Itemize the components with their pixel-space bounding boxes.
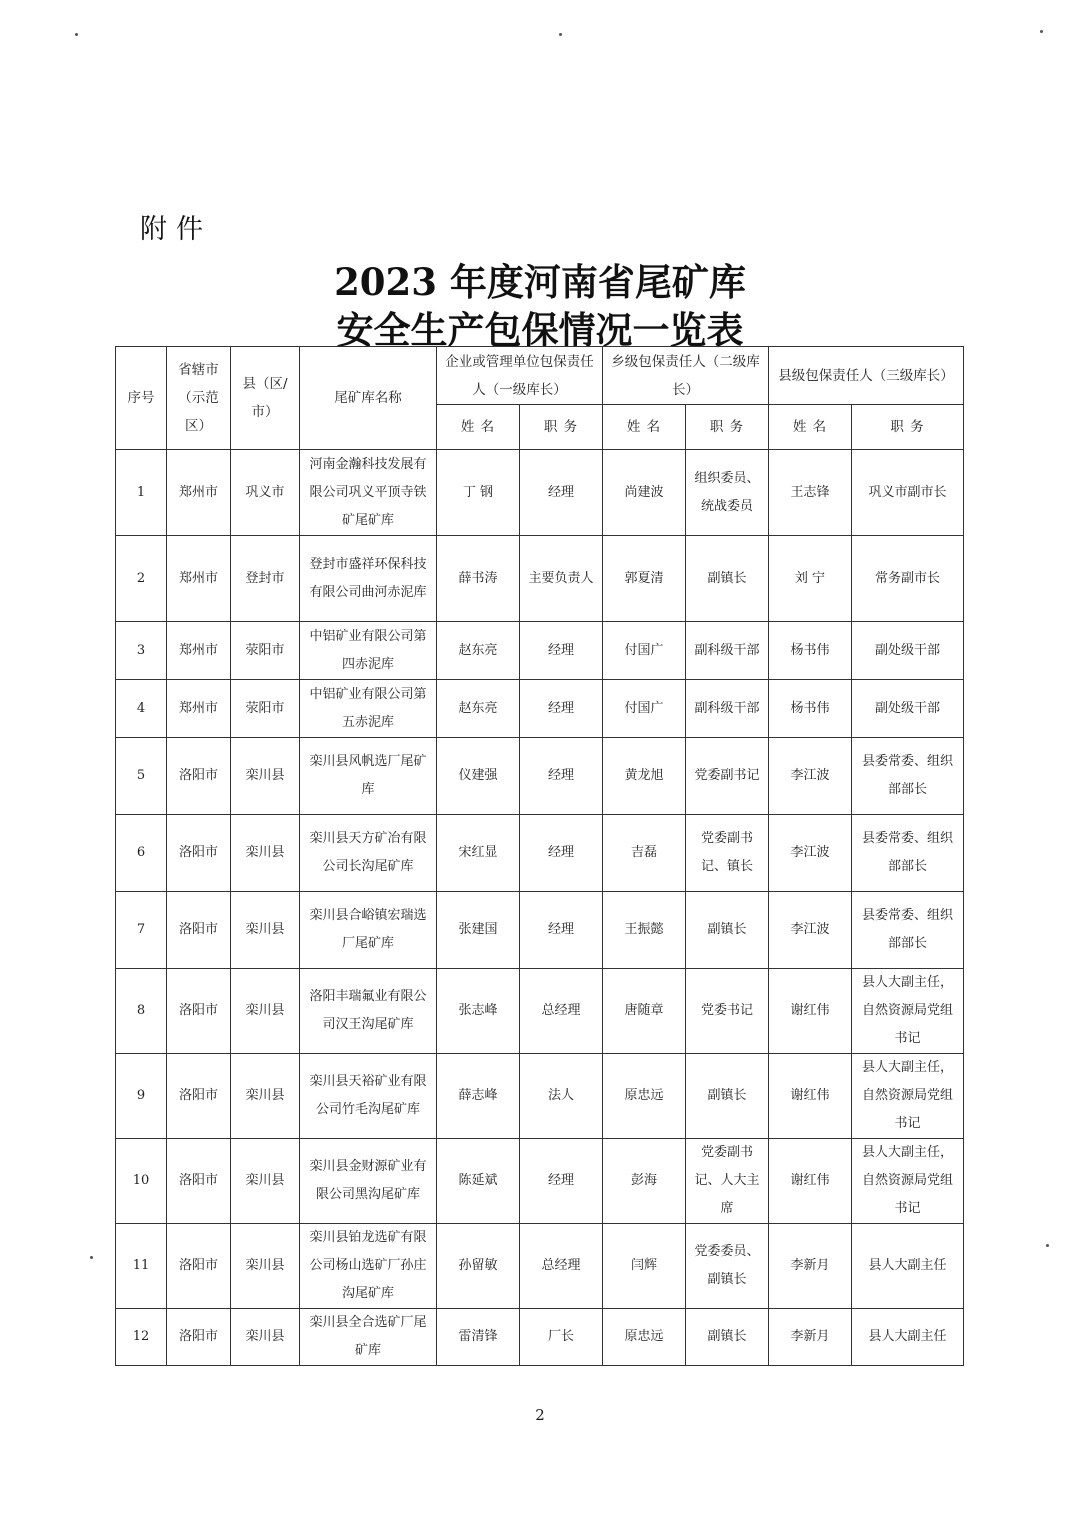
cell-dam-name: 河南金瀚科技发展有限公司巩义平顶寺铁矿尾矿库 (300, 450, 437, 536)
cell-seq: 10 (116, 1139, 167, 1224)
cell-l2-name: 王振懿 (603, 892, 686, 969)
table-row (116, 1054, 964, 1139)
cell-city: 洛阳市 (167, 815, 231, 892)
table-row (116, 680, 964, 738)
header-level3: 县级包保责任人（三级库长） (769, 347, 964, 405)
cell-dam-name: 栾川县金财源矿业有限公司黑沟尾矿库 (300, 1139, 437, 1224)
cell-dam-name: 中铝矿业有限公司第四赤泥库 (300, 622, 437, 680)
cell-l1-name: 陈延斌 (437, 1139, 520, 1224)
table-row (116, 969, 964, 1054)
cell-county: 荥阳市 (231, 622, 300, 680)
cell-dam-name: 栾川县风帆选厂尾矿库 (300, 738, 437, 815)
cell-l1-name: 张志峰 (437, 969, 520, 1054)
header-seq: 序号 (116, 347, 167, 450)
cell-l1-position: 经理 (520, 815, 603, 892)
cell-l3-name: 杨书伟 (769, 622, 852, 680)
cell-l2-position: 副镇长 (686, 892, 769, 969)
cell-l3-position: 县人大副主任 (852, 1309, 964, 1366)
cell-seq: 1 (116, 450, 167, 536)
cell-l3-name: 谢红伟 (769, 1054, 852, 1139)
cell-l2-name: 彭海 (603, 1139, 686, 1224)
cell-l3-name: 李新月 (769, 1224, 852, 1309)
cell-l3-name: 李江波 (769, 738, 852, 815)
cell-l2-position: 副镇长 (686, 1054, 769, 1139)
attachment-label: 附件 (140, 214, 212, 245)
cell-l2-position: 党委副书记、人大主席 (686, 1139, 769, 1224)
cell-dam-name: 洛阳丰瑞氟业有限公司汉王沟尾矿库 (300, 969, 437, 1054)
cell-l2-name: 付国广 (603, 622, 686, 680)
cell-l1-position: 经理 (520, 738, 603, 815)
cell-l3-name: 谢红伟 (769, 1139, 852, 1224)
cell-l3-name: 李江波 (769, 815, 852, 892)
document-title-line2: 安全生产包保情况一览表 (336, 308, 744, 352)
cell-dam-name: 登封市盛祥环保科技有限公司曲河赤泥库 (300, 536, 437, 622)
cell-l3-position: 县人大副主任，自然资源局党组书记 (852, 969, 964, 1054)
cell-seq: 12 (116, 1309, 167, 1366)
cell-l2-name: 原忠远 (603, 1054, 686, 1139)
cell-dam-name: 栾川县天裕矿业有限公司竹毛沟尾矿库 (300, 1054, 437, 1139)
cell-l3-name: 李新月 (769, 1309, 852, 1366)
page-number: 2 (535, 1406, 545, 1424)
cell-l2-name: 吉磊 (603, 815, 686, 892)
cell-l3-position: 县委常委、组织部部长 (852, 892, 964, 969)
cell-l1-position: 总经理 (520, 969, 603, 1054)
cell-seq: 11 (116, 1224, 167, 1309)
scan-speck (1046, 1244, 1049, 1247)
cell-seq: 5 (116, 738, 167, 815)
table-row (116, 1139, 964, 1224)
cell-l2-position: 副镇长 (686, 536, 769, 622)
table-row (116, 622, 964, 680)
cell-city: 郑州市 (167, 450, 231, 536)
cell-l1-name: 薛志峰 (437, 1054, 520, 1139)
cell-l2-position: 党委副书记、镇长 (686, 815, 769, 892)
cell-county: 栾川县 (231, 892, 300, 969)
table-row (116, 1309, 964, 1366)
subheader-l3-name: 姓 名 (769, 405, 852, 450)
cell-city: 洛阳市 (167, 1224, 231, 1309)
table-header-row (116, 347, 964, 405)
scan-speck (75, 33, 78, 36)
cell-seq: 3 (116, 622, 167, 680)
cell-l3-position: 常务副市长 (852, 536, 964, 622)
cell-seq: 7 (116, 892, 167, 969)
cell-l1-name: 赵东亮 (437, 680, 520, 738)
cell-city: 洛阳市 (167, 1309, 231, 1366)
cell-l1-position: 经理 (520, 1139, 603, 1224)
cell-dam-name: 栾川县全合选矿厂尾矿库 (300, 1309, 437, 1366)
scan-speck (90, 1256, 93, 1259)
cell-l2-position: 党委书记 (686, 969, 769, 1054)
table-row (116, 738, 964, 815)
cell-seq: 8 (116, 969, 167, 1054)
header-county: 县（区/市） (231, 347, 300, 450)
cell-county: 栾川县 (231, 815, 300, 892)
cell-l3-name: 杨书伟 (769, 680, 852, 738)
header-city: 省辖市（示范区） (167, 347, 231, 450)
cell-l2-name: 黄龙旭 (603, 738, 686, 815)
table-row (116, 450, 964, 536)
subheader-l2-name: 姓 名 (603, 405, 686, 450)
cell-dam-name: 栾川县铂龙选矿有限公司杨山选矿厂孙庄沟尾矿库 (300, 1224, 437, 1309)
cell-l2-name: 付国广 (603, 680, 686, 738)
cell-l1-name: 赵东亮 (437, 622, 520, 680)
cell-l2-position: 副镇长 (686, 1309, 769, 1366)
cell-city: 洛阳市 (167, 738, 231, 815)
cell-city: 郑州市 (167, 536, 231, 622)
cell-l1-name: 薛书涛 (437, 536, 520, 622)
cell-l1-position: 厂长 (520, 1309, 603, 1366)
cell-l2-position: 组织委员、统战委员 (686, 450, 769, 536)
table-row (116, 536, 964, 622)
cell-dam-name: 栾川县天方矿冶有限公司长沟尾矿库 (300, 815, 437, 892)
cell-l2-name: 尚建波 (603, 450, 686, 536)
cell-county: 栾川县 (231, 1224, 300, 1309)
cell-l2-name: 原忠远 (603, 1309, 686, 1366)
cell-city: 洛阳市 (167, 1054, 231, 1139)
cell-l3-position: 县人大副主任，自然资源局党组书记 (852, 1139, 964, 1224)
cell-county: 栾川县 (231, 969, 300, 1054)
cell-county: 登封市 (231, 536, 300, 622)
cell-l1-position: 经理 (520, 680, 603, 738)
cell-l2-position: 副科级干部 (686, 680, 769, 738)
cell-county: 栾川县 (231, 738, 300, 815)
cell-l1-name: 仪建强 (437, 738, 520, 815)
subheader-l3-position: 职 务 (852, 405, 964, 450)
cell-l2-position: 副科级干部 (686, 622, 769, 680)
cell-l1-name: 孙留敏 (437, 1224, 520, 1309)
header-level2: 乡级包保责任人（二级库长） (603, 347, 769, 405)
scan-speck (559, 33, 562, 36)
cell-l2-position: 党委委员、副镇长 (686, 1224, 769, 1309)
cell-seq: 9 (116, 1054, 167, 1139)
cell-county: 栾川县 (231, 1054, 300, 1139)
cell-seq: 2 (116, 536, 167, 622)
cell-l1-position: 经理 (520, 450, 603, 536)
cell-l2-position: 党委副书记 (686, 738, 769, 815)
header-level1: 企业或管理单位包保责任人（一级库长） (437, 347, 603, 405)
header-dam-name: 尾矿库名称 (300, 347, 437, 450)
table-row (116, 892, 964, 969)
cell-dam-name: 中铝矿业有限公司第五赤泥库 (300, 680, 437, 738)
scan-speck (1040, 30, 1043, 33)
subheader-l1-name: 姓 名 (437, 405, 520, 450)
cell-dam-name: 栾川县合峪镇宏瑞选厂尾矿库 (300, 892, 437, 969)
subheader-l1-position: 职 务 (520, 405, 603, 450)
cell-l3-position: 县人大副主任，自然资源局党组书记 (852, 1054, 964, 1139)
cell-seq: 6 (116, 815, 167, 892)
cell-l3-position: 巩义市副市长 (852, 450, 964, 536)
table-row (116, 1224, 964, 1309)
cell-city: 郑州市 (167, 680, 231, 738)
cell-l3-position: 县人大副主任 (852, 1224, 964, 1309)
cell-l1-name: 宋红显 (437, 815, 520, 892)
cell-seq: 4 (116, 680, 167, 738)
tailings-dam-table (115, 346, 964, 1366)
cell-l3-position: 县委常委、组织部部长 (852, 815, 964, 892)
cell-l3-name: 王志锋 (769, 450, 852, 536)
cell-l3-name: 谢红伟 (769, 969, 852, 1054)
cell-l3-name: 刘 宁 (769, 536, 852, 622)
cell-county: 栾川县 (231, 1139, 300, 1224)
cell-city: 洛阳市 (167, 969, 231, 1054)
cell-l3-position: 副处级干部 (852, 680, 964, 738)
cell-l1-position: 总经理 (520, 1224, 603, 1309)
cell-city: 郑州市 (167, 622, 231, 680)
cell-city: 洛阳市 (167, 892, 231, 969)
subheader-l2-position: 职 务 (686, 405, 769, 450)
cell-l1-name: 丁 钢 (437, 450, 520, 536)
cell-l2-name: 闫辉 (603, 1224, 686, 1309)
cell-l3-position: 副处级干部 (852, 622, 964, 680)
cell-l2-name: 郭夏清 (603, 536, 686, 622)
cell-l1-position: 经理 (520, 622, 603, 680)
cell-l1-position: 经理 (520, 892, 603, 969)
cell-county: 荥阳市 (231, 680, 300, 738)
table-row (116, 815, 964, 892)
cell-county: 巩义市 (231, 450, 300, 536)
cell-l1-name: 张建国 (437, 892, 520, 969)
cell-l3-name: 李江波 (769, 892, 852, 969)
cell-l1-name: 雷清锋 (437, 1309, 520, 1366)
cell-l1-position: 主要负责人 (520, 536, 603, 622)
cell-l1-position: 法人 (520, 1054, 603, 1139)
cell-l2-name: 唐随章 (603, 969, 686, 1054)
cell-l3-position: 县委常委、组织部部长 (852, 738, 964, 815)
document-title-line1: 2023 年度河南省尾矿库 (334, 260, 746, 304)
cell-city: 洛阳市 (167, 1139, 231, 1224)
cell-county: 栾川县 (231, 1309, 300, 1366)
